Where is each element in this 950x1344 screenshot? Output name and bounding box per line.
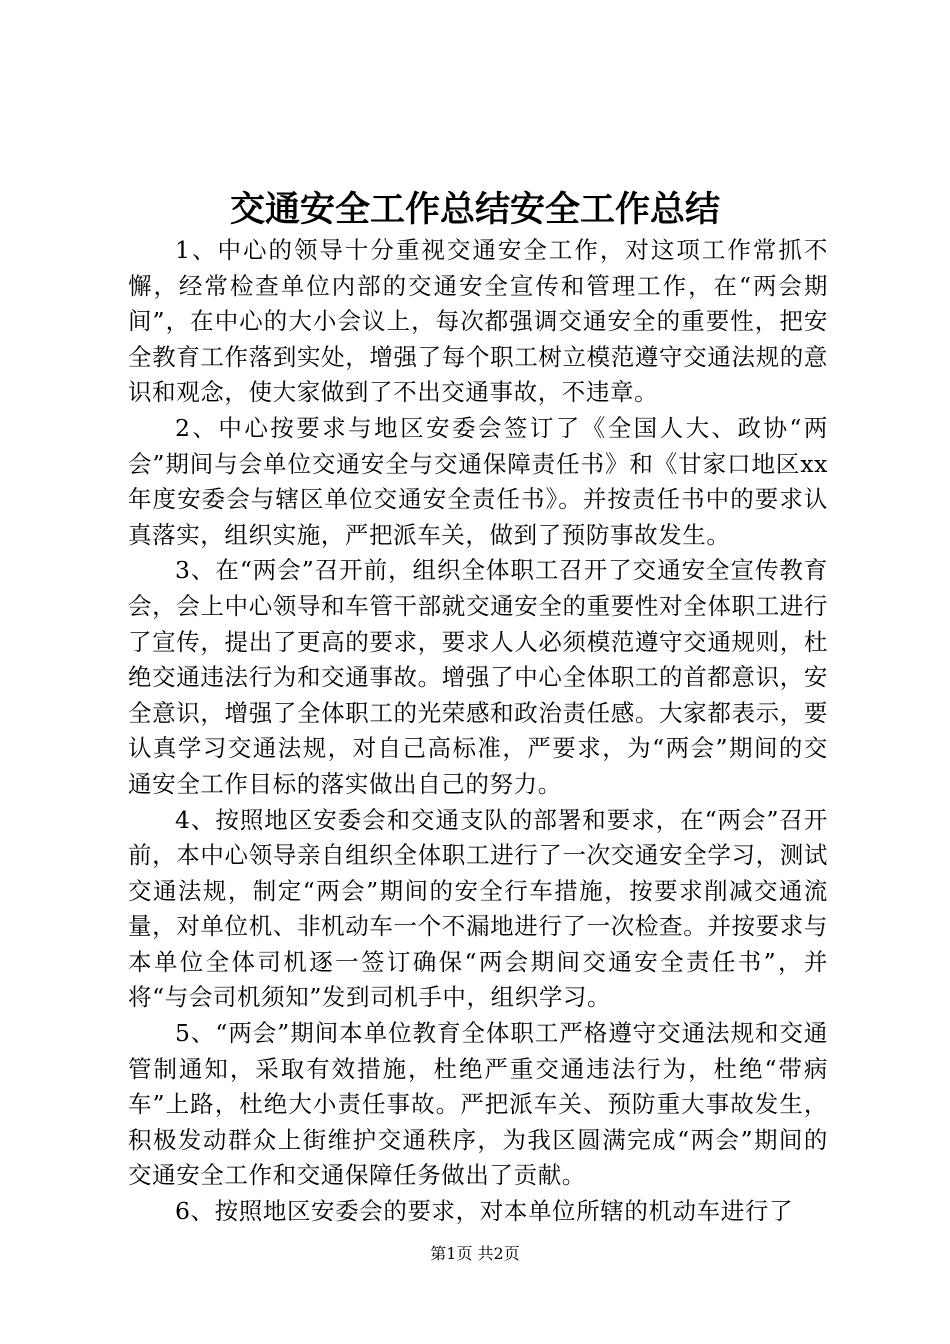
paragraph-1: 1、中心的领导十分重视交通安全工作，对这项工作常抓不懈，经常检查单位内部的交通安全宣传和管理工作，在“两会期间”，在中心的大小会议上，每次都强调交通安全的重要性，把安全教育工作落到实处，增强了每个职工树立模范遵守交通法规的意识和观念，使大家做到了不出交通事故，不违章。 (128, 236, 828, 407)
paragraph-3: 3、在“两会”召开前，组织全体职工召开了交通安全宣传教育会，会上中心领导和车管干部就交通安全的重要性对全体职工进行了宣传，提出了更高的要求，要求人人必须模范遵守交通规则，杜绝交通违法行为和交通事故。增强了中心全体职工的首都意识，安全意识，增强了全体职工的光荣感和政治责任感。大家都表示，要认真学习交通法规，对自己高标准，严要求，为“两会”期间的交通安全工作目标的落实做出自己的努力。 (128, 556, 828, 798)
document-title: 交通安全工作总结安全工作总结 (229, 190, 720, 230)
paragraph-5: 5、“两会”期间本单位教育全体职工严格遵守交通法规和交通管制通知，采取有效措施，杜绝严重交通违法行为，杜绝“带病车”上路，杜绝大小责任事故。严把派车关、预防重大事故发生，积极发动群众上街维护交通秩序，为我区圆满完成“两会”期间的交通安全工作和交通保障任务做出了贡献。 (128, 1019, 828, 1190)
document-body (128, 233, 828, 1230)
paragraph-6: 6、按照地区安委会的要求，对本单位所辖的机动车进行了 (175, 1197, 794, 1226)
paragraph-2: 2、中心按要求与地区安委会签订了《全国人大、政协“两会”期间与会单位交通安全与交通保障责任书》和《甘家口地区xx年度安委会与辖区单位交通安全责任书》。并按责任书中的要求认真落实，组织实施，严把派车关，做到了预防事故发生。 (128, 413, 828, 549)
page-footer: 第1页 共2页 (430, 1244, 520, 1263)
paragraph-4: 4、按照地区安委会和交通支队的部署和要求，在“两会”召开前，本中心领导亲自组织全体职工进行了一次交通安全学习，测试交通法规，制定“两会”期间的安全行车措施，按要求削减交通流量，对单位机、非机动车一个不漏地进行了一次检查。并按要求与本单位全体司机逐一签订确保“两会期间交通安全责任书”，并将“与会司机须知”发到司机手中，组织学习。 (128, 805, 828, 1012)
